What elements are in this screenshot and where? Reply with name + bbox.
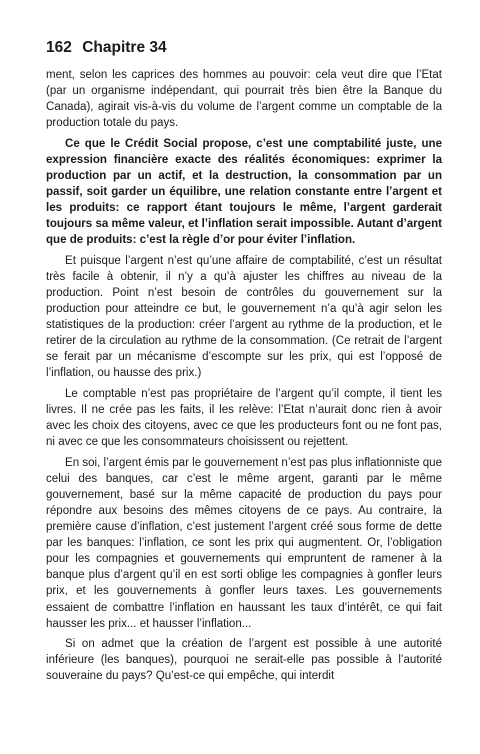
chapter-title: Chapitre 34: [82, 39, 167, 56]
paragraph-comptable: Le comptable n’est pas propriétaire de l’argent qu’il compte, il tient les livres. Il ne crée pas les faits, il les relève: l’Etat n’aurait donc rien à avoir avec les choix des citoyens, avec ce que les producteurs font ou ne font pas, ni avec ce que les consommateurs choisissent ou rejettent.: [46, 387, 442, 449]
paragraph-argent-emis: En soi, l’argent émis par le gouvernement n’est pas plus inflationniste que celui des banques, car c’est le même argent, garanti par le même gouvernement, basé sur la même capacité de production du pays pour répondre aux besoins des mêmes citoyens de ce pays. Au contraire, la première cause d’inflation, c’est justement l’argent créé sous forme de dette par les banques: l’inflation, ce sont les prix qui augmentent. Or, l’obligation pour les compagnies et gouvernements qui empruntent de ramener à la banque plus d’argent qu’il en est sorti oblige les compagnies à gonfler leurs prix, et les gouvernements à gonfler leurs taxes. Les gouvernements essaient de combattre l’inflation en haussant les taux d’intérêt, ce qui fait hausser les prix... et hausser l’inflation...: [46, 456, 442, 630]
page-number: 162: [46, 39, 72, 56]
paragraph-comptabilite: Et puisque l’argent n’est qu’une affaire de comptabilité, c’est un résultat très facile à obtenir, il n’y a qu’à ajuster les chiffres au niveau de la production. Point n’est besoin de contrôles du gouvernement sur la production pour atteindre ce but, le gouvernement n’a qu’à agir selon les statistiques de la production: créer l’argent au rythme de la production, et le retirer de la circulation au rythme de la consommation. (Ce retrait de l’argent se ferait par un mécanisme d’escompte sur les prix, qui est l’opposé de l’inflation, ou hausse des prix.): [46, 254, 442, 380]
book-page: [46, 38, 442, 689]
paragraph-bold-proposition: Ce que le Crédit Social propose, c’est une comptabilité juste, une expression financière exacte des réalités économiques: exprimer la production par un actif, et la destruction, la consommation par un passif, soit garder un équilibre, une relation constante entre l’argent et les produits: ce rapport étant toujours le même, l’argent garderait toujours sa même valeur, et l’inflation serait impossible. Autant d’argent que de produits: c’est la règle d’or pour éviter l’inflation.: [46, 137, 442, 247]
paragraph-continuation: ment, selon les caprices des hommes au pouvoir: cela veut dire que l’Etat (par un organisme indépendant, qui pourrait très bien être la Banque du Canada), agirait vis-à-vis du volume de l’argent comme un comptable de la production totale du pays.: [46, 69, 442, 130]
paragraph-autorite: Si on admet que la création de l’argent est possible à une autorité inférieure (les banques), pourquoi ne serait-elle pas possible à l’autorité souveraine du pays? Qu’est-ce qui empêche, qui interdit: [46, 638, 442, 683]
page-header: [46, 38, 442, 58]
